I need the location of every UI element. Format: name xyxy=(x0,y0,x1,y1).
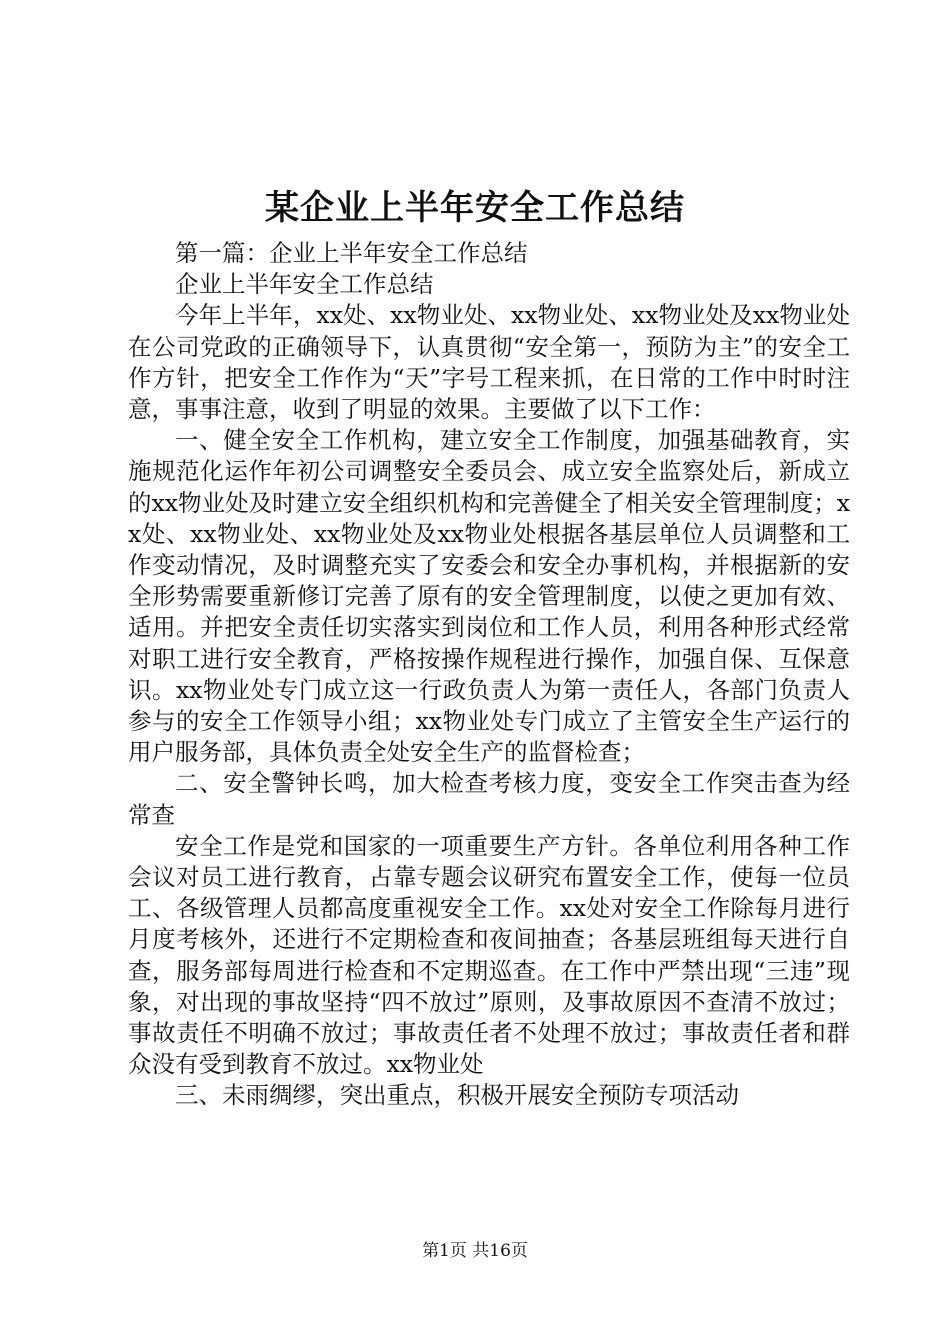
document-title: 某企业上半年安全工作总结 xyxy=(265,188,685,228)
section-heading: 第一篇：企业上半年安全工作总结 xyxy=(175,239,528,267)
paragraph: 今年上半年，xx处、xx物业处、xx物业处、xx物业处及xx物业处在公司党政的正确领导下，认真贯彻“安全第一，预防为主”的安全工作方针，把安全工作作为“天”字号工程来抓，在日常的工作中时时注意，事事注意，收到了明显的效果。主要做了以下工作： xyxy=(128,301,850,424)
document-body xyxy=(128,238,850,1112)
paragraph: 三、未雨绸缪，突出重点，积极开展安全预防专项活动 xyxy=(175,1081,739,1110)
paragraph: 一、健全安全工作机构，建立安全工作制度，加强基础教育，实施规范化运作年初公司调整安全委员会、成立安全监察处后，新成立的xx物业处及时建立安全组织机构和完善健全了相关安全管理制度；xx处、xx物业处、xx物业处及xx物业处根据各基层单位人员调整和工作变动情况，及时调整充实了安委会和安全办事机构，并根据新的安全形势需要重新修订完善了原有的安全管理制度，以使之更加有效、适用。并把安全责任切实落实到岗位和工作人员，利用各种形式经常对职工进行安全教育，严格按操作规程进行操作，加强自保、互保意识。xx物业处专门成立这一行政负责人为第一责任人，各部门负责人参与的安全工作领导小组；xx物业处专门成立了主管安全生产运行的用户服务部，具体负责全处安全生产的监督检查； xyxy=(128,426,850,767)
paragraph: 二、安全警钟长鸣，加大检查考核力度，变安全工作突击查为经常查 xyxy=(128,769,850,829)
subheading: 企业上半年安全工作总结 xyxy=(175,270,434,299)
paragraph: 安全工作是党和国家的一项重要生产方针。各单位利用各种工作会议对员工进行教育，占靠专题会议研究布置安全工作，使每一位员工、各级管理人员都高度重视安全工作。xx处对安全工作除每月进行月度考核外，还进行不定期检查和夜间抽查；各基层班组每天进行自查，服务部每周进行检查和不定期巡查。在工作中严禁出现“三违”现象，对出现的事故坚持“四不放过”原则，及事故原因不查清不放过；事故责任不明确不放过；事故责任者不处理不放过；事故责任者和群众没有受到教育不放过。xx物业处 xyxy=(128,831,850,1079)
page-number-footer: 第1页 共16页 xyxy=(422,1241,528,1261)
